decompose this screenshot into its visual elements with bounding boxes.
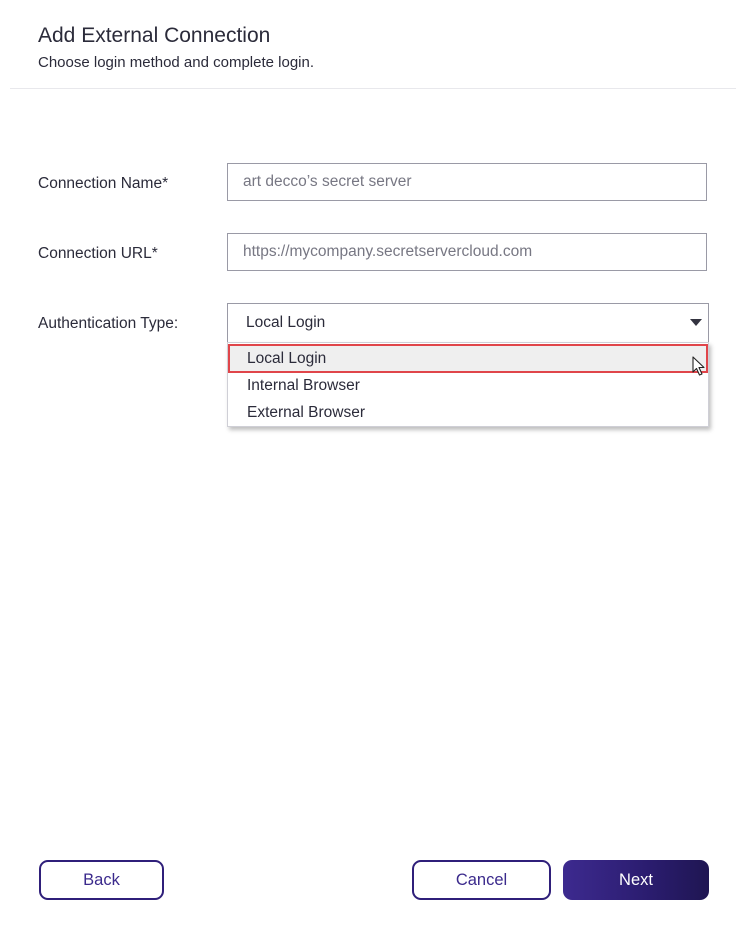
connection-url-field[interactable] [227, 233, 707, 271]
connection-name-input[interactable] [228, 164, 706, 200]
caret-down-icon [690, 319, 702, 326]
connection-name-field[interactable] [227, 163, 707, 201]
authentication-type-dropdown [227, 342, 709, 427]
header-divider [10, 88, 736, 89]
mouse-pointer-icon [692, 356, 706, 376]
authentication-type-select[interactable] [227, 303, 709, 343]
cancel-button[interactable]: Cancel [412, 860, 551, 900]
connection-name-label: Connection Name* [38, 175, 169, 192]
connection-url-input[interactable] [228, 234, 706, 270]
option-local-login[interactable] [228, 345, 708, 372]
connection-url-label: Connection URL* [38, 245, 158, 262]
option-internal-browser[interactable] [228, 372, 708, 399]
next-button[interactable]: Next [563, 860, 709, 900]
option-external-browser[interactable] [228, 399, 708, 426]
page-subtitle: Choose login method and complete login. [38, 54, 315, 71]
option-label: Internal Browser [247, 377, 360, 394]
back-button[interactable]: Back [39, 860, 164, 900]
authentication-type-selected-value: Local Login [246, 314, 326, 331]
page-title: Add External Connection [38, 24, 271, 47]
authentication-type-label: Authentication Type: [38, 315, 179, 332]
dialog-header [0, 0, 736, 89]
option-label: Local Login [247, 350, 327, 367]
option-label: External Browser [247, 404, 366, 421]
